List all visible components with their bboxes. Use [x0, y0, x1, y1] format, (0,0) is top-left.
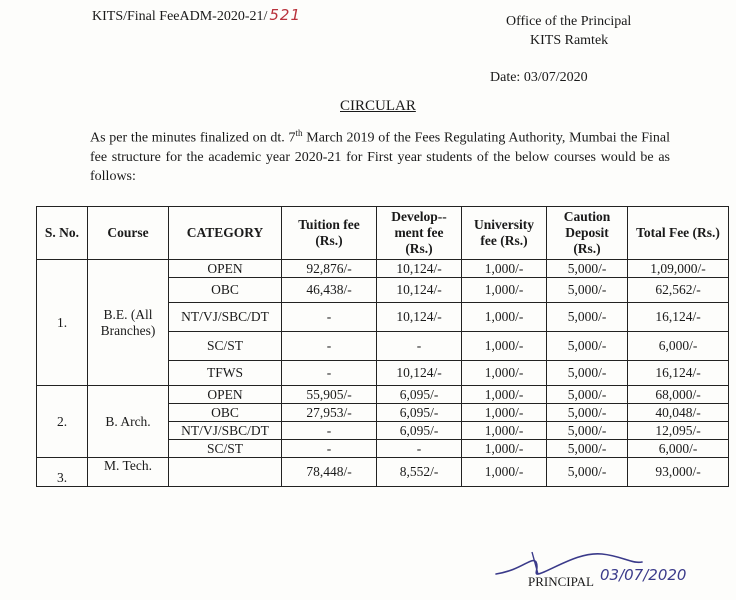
header-sno: S. No. [37, 207, 88, 260]
cell-tuition: 27,953/- [282, 404, 377, 422]
cell-course: M. Tech. [88, 458, 169, 487]
header-tuition: Tuition fee (Rs.) [282, 207, 377, 260]
cell-total: 1,09,000/- [628, 260, 729, 278]
cell-development: 6,095/- [377, 404, 462, 422]
cell-development: 10,124/- [377, 278, 462, 303]
cell-total: 93,000/- [628, 458, 729, 487]
cell-total: 16,124/- [628, 361, 729, 386]
cell-category: NT/VJ/SBC/DT [169, 303, 282, 332]
header-university: University fee (Rs.) [462, 207, 547, 260]
cell-tuition: - [282, 422, 377, 440]
cell-university: 1,000/- [462, 278, 547, 303]
intro-sup: th [295, 128, 303, 138]
cell-total: 62,562/- [628, 278, 729, 303]
cell-course: B.E. (All Branches) [88, 260, 169, 386]
cell-development: 10,124/- [377, 361, 462, 386]
handwritten-ref-number: 521 [269, 6, 302, 24]
cell-sno: 3. [37, 458, 88, 487]
cell-category: OPEN [169, 386, 282, 404]
cell-category: TFWS [169, 361, 282, 386]
cell-category [169, 458, 282, 487]
cell-tuition: 92,876/- [282, 260, 377, 278]
cell-caution: 5,000/- [547, 404, 628, 422]
cell-caution: 5,000/- [547, 458, 628, 487]
cell-sno: 2. [37, 386, 88, 458]
cell-university: 1,000/- [462, 386, 547, 404]
header-caution: Caution Deposit (Rs.) [547, 207, 628, 260]
cell-university: 1,000/- [462, 404, 547, 422]
reference-number-text: KITS/Final FeeADM-2020-21/ [92, 9, 268, 24]
cell-caution: 5,000/- [547, 278, 628, 303]
cell-caution: 5,000/- [547, 332, 628, 361]
cell-development: 6,095/- [377, 422, 462, 440]
cell-tuition: 46,438/- [282, 278, 377, 303]
cell-university: 1,000/- [462, 332, 547, 361]
intro-text-2: March 2019 of the Fees Regulating Authority, Mumbai the Final fee structure for the academic year 2020-21 for First year students of the below courses would be as follows: [90, 130, 671, 184]
cell-university: 1,000/- [462, 260, 547, 278]
header-course: Course [88, 207, 169, 260]
header-category: CATEGORY [169, 207, 282, 260]
office-address [506, 12, 631, 50]
cell-tuition: - [282, 303, 377, 332]
cell-caution: 5,000/- [547, 440, 628, 458]
cell-university: 1,000/- [462, 303, 547, 332]
cell-caution: 5,000/- [547, 361, 628, 386]
cell-category: NT/VJ/SBC/DT [169, 422, 282, 440]
table-row [37, 458, 729, 487]
fee-structure-table [36, 206, 729, 487]
cell-university: 1,000/- [462, 361, 547, 386]
cell-tuition: - [282, 361, 377, 386]
cell-university: 1,000/- [462, 440, 547, 458]
cell-caution: 5,000/- [547, 260, 628, 278]
office-line-1: Office of the Principal [506, 14, 632, 29]
cell-total: 6,000/- [628, 440, 729, 458]
cell-development: 6,095/- [377, 386, 462, 404]
principal-label: PRINCIPAL [528, 574, 594, 589]
cell-tuition: - [282, 440, 377, 458]
document-date: Date: 03/07/2020 [490, 70, 588, 85]
cell-course: B. Arch. [88, 386, 169, 458]
cell-university: 1,000/- [462, 458, 547, 487]
cell-category: OBC [169, 404, 282, 422]
cell-category: SC/ST [169, 332, 282, 361]
intro-text-1: As per the minutes finalized on dt. 7 [90, 130, 296, 146]
cell-development: 10,124/- [377, 303, 462, 332]
cell-total: 12,095/- [628, 422, 729, 440]
cell-category: OPEN [169, 260, 282, 278]
table-row [37, 260, 729, 278]
cell-caution: 5,000/- [547, 303, 628, 332]
reference-number [92, 6, 301, 25]
cell-caution: 5,000/- [547, 422, 628, 440]
cell-development: 10,124/- [377, 260, 462, 278]
cell-sno: 1. [37, 260, 88, 386]
cell-tuition: 78,448/- [282, 458, 377, 487]
table-row [37, 386, 729, 404]
signature-date: 03/07/2020 [600, 566, 687, 584]
cell-total: 40,048/- [628, 404, 729, 422]
cell-development: - [377, 332, 462, 361]
header-total: Total Fee (Rs.) [628, 207, 729, 260]
cell-category: OBC [169, 278, 282, 303]
cell-development: 8,552/- [377, 458, 462, 487]
cell-tuition: - [282, 332, 377, 361]
cell-development: - [377, 440, 462, 458]
cell-caution: 5,000/- [547, 386, 628, 404]
office-line-2: KITS Ramtek [530, 33, 609, 48]
intro-paragraph [90, 124, 670, 186]
circular-title: CIRCULAR [340, 98, 416, 114]
cell-total: 16,124/- [628, 303, 729, 332]
header-development: Develop-- ment fee (Rs.) [377, 207, 462, 260]
cell-university: 1,000/- [462, 422, 547, 440]
cell-category: SC/ST [169, 440, 282, 458]
table-header-row [37, 207, 729, 260]
cell-total: 6,000/- [628, 332, 729, 361]
cell-total: 68,000/- [628, 386, 729, 404]
cell-tuition: 55,905/- [282, 386, 377, 404]
